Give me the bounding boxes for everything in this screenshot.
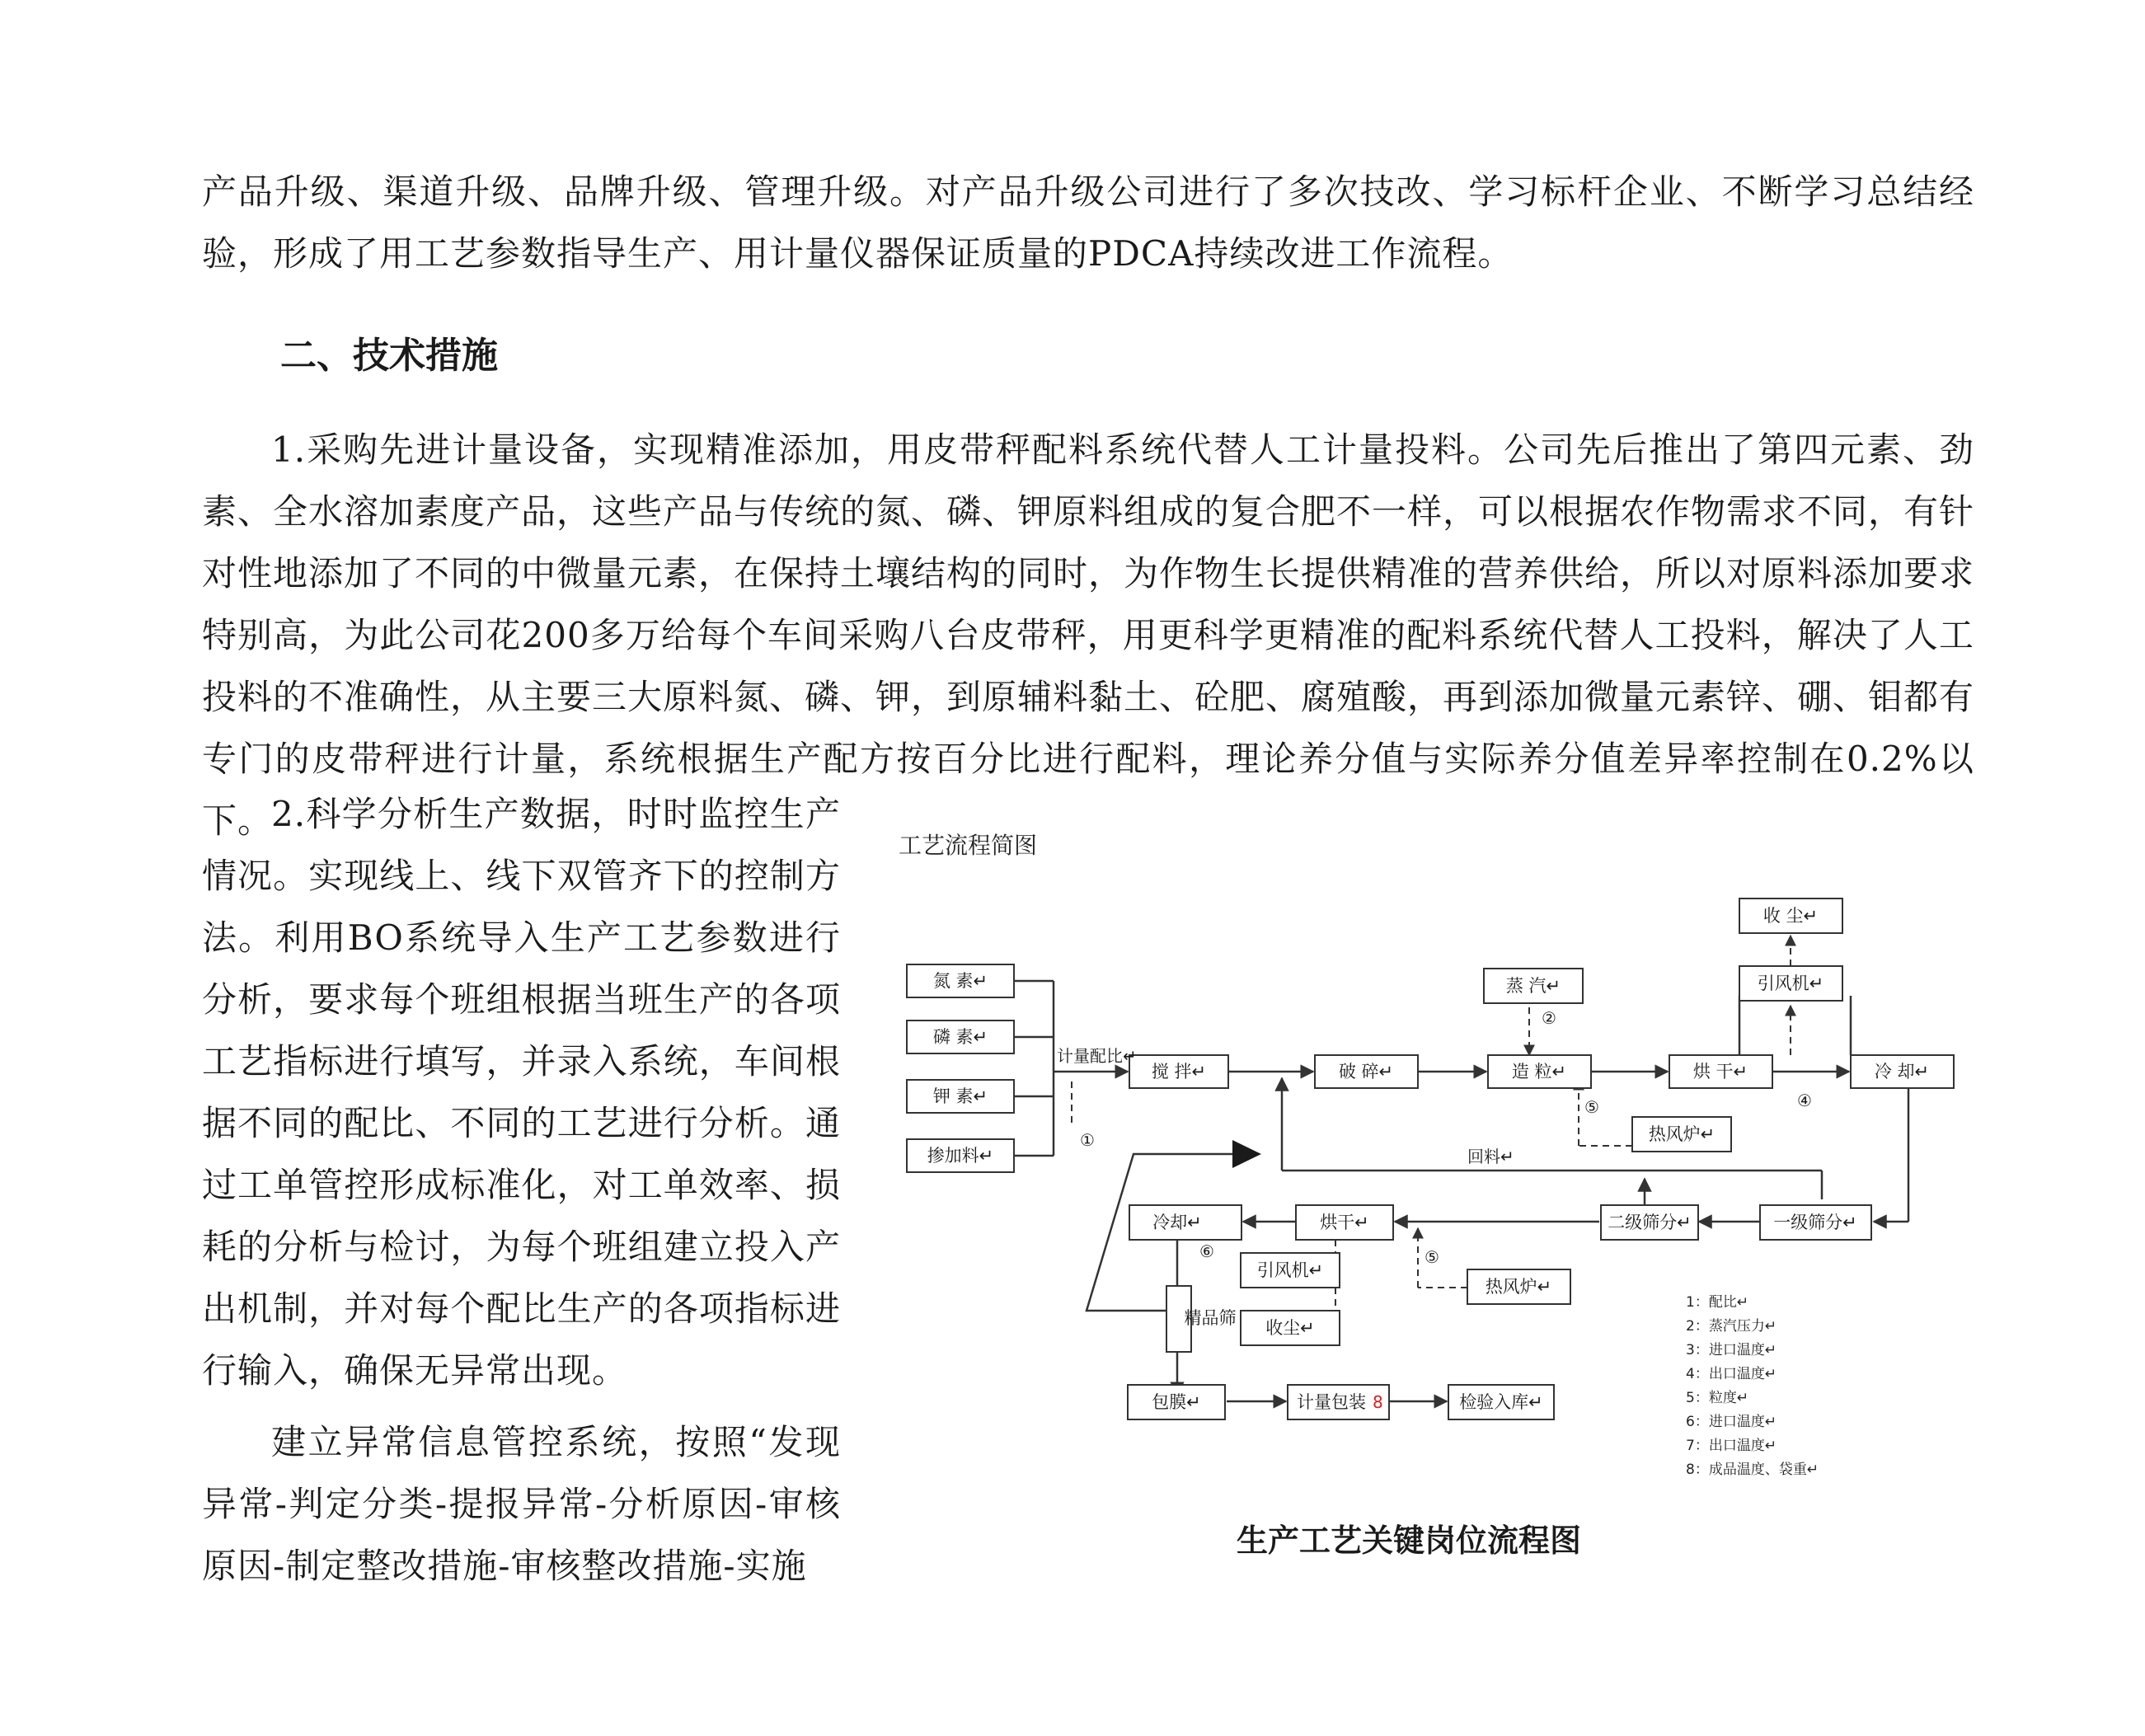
label-return: 回料↵ [1467, 1147, 1514, 1166]
label-steam: 蒸 汽↵ [1505, 976, 1561, 996]
label-hot-air2: 热风炉↵ [1485, 1277, 1552, 1297]
marker-5a: ⑤ [1584, 1097, 1599, 1117]
label-fan1: 引风机↵ [1757, 974, 1824, 993]
paragraph-2: 2.科学分析生产数据，时时监控生产情况。实现线上、线下双管齐下的控制方法。利用BO系统导入生产工艺参数进行分析，要求每个班组根据当班生产的各项工艺指标进行填写，并录入系统，车间根据不同的配比、不同的工艺进行分析。通过工单管控形成标准化，对工单效率、损耗的分析与检讨，为每个班组建立投入产出机制，并对每个配比生产的各项指标进行输入，确保无异常出现。 [202, 794, 841, 1391]
marker-5b: ⑤ [1425, 1247, 1439, 1267]
paragraph-1: 1.采购先进计量设备，实现精准添加，用皮带秤配料系统代替人工计量投料。公司先后推出了第四元素、劲素、全水溶加素度产品，这些产品与传统的氮、磷、钾原料组成的复合肥不一样，可以根据农作物需求不同，有针对性地添加了不同的中微量元素，在保持土壤结构的同时，为作物生长提供精准的营养供给，所以对原料添加要求特别高，为此公司花200多万给每个车间采购八台皮带秤，用更科学更精准的配料系统代替人工投料，解决了人工投料的不准确性，从主要三大原料氮、磷、钾，到原辅料黏土、砼肥、腐殖酸，再到添加微量元素锌、硼、钼都有专门的皮带秤进行计量，系统根据生产配方按百分比进行配料，理论养分值与实际养分值差异率控制在0.2%以下。 [202, 429, 1975, 841]
label-ratio: 计量配比↵ [1057, 1046, 1137, 1066]
section-heading: 二、技术措施 [280, 335, 498, 377]
label-dust2: 收尘↵ [1265, 1318, 1315, 1338]
legend-item: 8：成品温度、袋重↵ [1686, 1462, 1819, 1478]
figure-caption: 生产工艺关键岗位流程图 [1237, 1523, 1582, 1559]
label-cool1: 冷 却↵ [1874, 1062, 1930, 1081]
label-cool2: 冷却↵ [1152, 1213, 1202, 1232]
label-potassium: 钾 素↵ [932, 1086, 988, 1106]
label-granulate: 造 粒↵ [1511, 1062, 1567, 1081]
label-screen2: 二级筛分↵ [1608, 1213, 1692, 1232]
label-dry1: 烘 干↵ [1692, 1062, 1748, 1081]
label-hot-air1: 热风炉↵ [1648, 1124, 1716, 1144]
label-crush: 破 碎↵ [1338, 1062, 1394, 1081]
marker-4: ④ [1797, 1091, 1812, 1110]
label-coating: 包膜↵ [1152, 1392, 1201, 1412]
label-fine-screen: 精品筛 [1184, 1308, 1237, 1328]
left-column [202, 783, 841, 1597]
marker-1: ① [1080, 1130, 1095, 1150]
label-nitrogen: 氮 素↵ [932, 971, 988, 991]
label-packing: 计量包装 [1297, 1392, 1366, 1412]
intro-paragraph: 产品升级、渠道升级、品牌升级、管理升级。对产品升级公司进行了多次技改、学习标杆企业、不断学习总结经验，形成了用工艺参数指导生产、用计量仪器保证质量的PDCA持续改进工作流程。 [202, 171, 1974, 274]
legend-item: 4：出口温度↵ [1686, 1366, 1777, 1382]
legend-item: 2：蒸汽压力↵ [1686, 1318, 1777, 1335]
label-phosphorus: 磷 素↵ [932, 1027, 988, 1047]
return-arrow-head [1232, 1140, 1261, 1168]
label-fan2: 引风机↵ [1256, 1260, 1324, 1280]
legend-item: 1：配比↵ [1686, 1294, 1749, 1311]
label-storage: 检验入库↵ [1459, 1392, 1543, 1412]
legend-item: 6：进口温度↵ [1686, 1414, 1777, 1430]
label-dust1: 收 尘↵ [1762, 906, 1819, 926]
label-mix: 搅 拌↵ [1151, 1062, 1207, 1081]
legend-item: 7：出口温度↵ [1686, 1438, 1777, 1454]
marker-6: ⑥ [1199, 1241, 1214, 1261]
legend-item: 3：进口温度↵ [1686, 1342, 1777, 1358]
process-flow-diagram [874, 816, 1995, 1500]
diagram-title: 工艺流程简图 [899, 832, 1038, 859]
marker-2: ② [1542, 1008, 1556, 1028]
marker-8: 8 [1373, 1392, 1383, 1412]
label-screen1: 一级筛分↵ [1773, 1213, 1857, 1232]
label-additive: 掺加料↵ [927, 1146, 994, 1166]
label-dry2: 烘干↵ [1320, 1213, 1369, 1232]
legend-item: 5：粒度↵ [1686, 1390, 1749, 1406]
paragraph-3: 建立异常信息管控系统，按照“发现异常-判定分类-提报异常-分析原因-审核原因-制定整改措施-审核整改措施-实施 [202, 1422, 841, 1586]
